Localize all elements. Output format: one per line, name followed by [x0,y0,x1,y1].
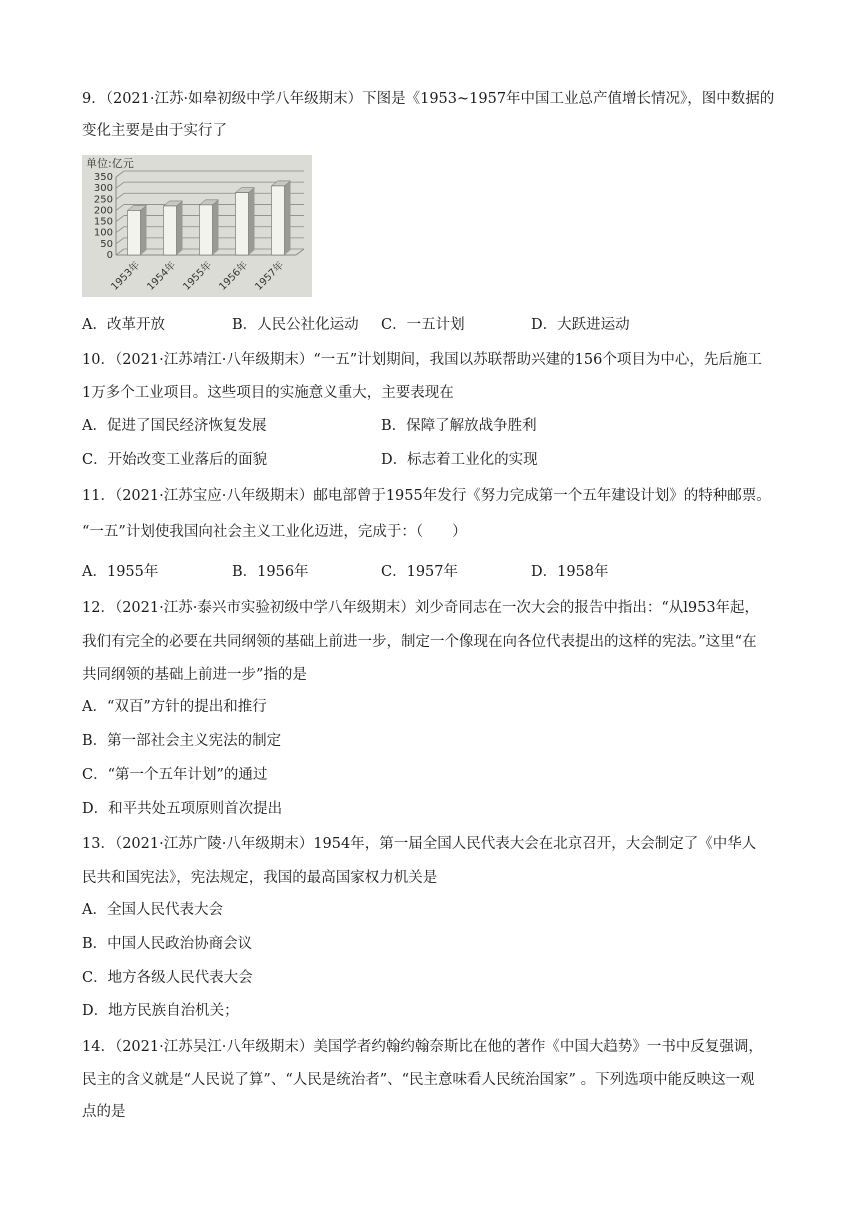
chart-gridline-depth [116,249,124,255]
chart-gridline-depth [116,227,124,233]
chart-y-tick-label: 0 [106,250,113,261]
chart-gridline-depth [116,193,124,199]
chart-gridline-depth [116,182,124,188]
chart-y-tick-label: 250 [93,194,113,206]
q10-option-c[interactable]: C．开始改变工业落后的面貌 [82,452,268,468]
q13-option-b[interactable]: B．中国人民政治协商会议 [82,936,253,952]
q10-option-a[interactable]: A．促进了国民经济恢复发展 [82,418,267,434]
q11-option-d[interactable]: D．1958年 [531,564,609,580]
q9-option-a[interactable]: A．改革开放 [82,317,165,333]
chart-bar-side [249,188,255,255]
q9-option-d[interactable]: D．大跃进运动 [531,317,630,333]
chart-y-tick-label: 100 [93,227,113,239]
chart-y-tick-label: 50 [100,238,113,250]
q9-option-c[interactable]: C．一五计划 [381,317,465,333]
chart-bar [164,206,177,255]
q10-stem-line2: 1万多个工业项目。这些项目的实施意义重大，主要表现在 [82,385,454,401]
q9-option-b[interactable]: B．人民公社化运动 [232,317,359,333]
chart-unit-label: 单位:亿元 [86,157,134,170]
chart-bar [236,193,249,255]
chart-gridline-depth [116,171,124,177]
q10-option-d[interactable]: D．标志着工业化的实现 [381,452,538,468]
q12-stem-line2: 我们有完全的必要在共同纲领的基础上前进一步，制定一个像现在向各位代表提出的这样的宪法。”这里“在 [82,634,757,650]
q12-stem-line1: 12．（2021·江苏·泰兴市实验初级中学八年级期末）刘少奇同志在一次大会的报告中指出：“从l953年起， [82,600,760,616]
chart-svg [82,155,312,297]
q14-stem-line1: 14．（2021·江苏吴江·八年级期末）美国学者约翰约翰奈斯比在他的著作《中国大趋势》一书中反复强调， [82,1039,763,1055]
q11-option-c[interactable]: C．1957年 [381,564,458,580]
chart-y-tick-label: 350 [93,172,113,183]
chart-x-tick-label: 1953年 [109,259,143,293]
q10-option-b[interactable]: B．保障了解放战争胜利 [381,418,537,434]
q9-stem-line2: 变化主要是由于实行了 [82,123,227,139]
chart-bar-side [177,201,183,255]
q13-stem-line2: 民共和国宪法》，宪法规定，我国的最高国家权力机关是 [82,870,438,886]
chart-gridline-depth [116,238,124,244]
q11-option-a[interactable]: A．1955年 [82,564,159,580]
chart-x-tick-label: 1955年 [181,259,215,293]
q12-stem-line3: 共同纲领的基础上前进一步”指的是 [82,667,307,683]
q11-stem-line1: 11．（2021·江苏宝应·八年级期末）邮电部曾于1955年发行《努力完成第一个五年建设计划》的特种邮票。 [82,488,771,504]
chart-bar-side [285,181,291,255]
chart-bar [272,186,285,255]
q13-stem-line1: 13．（2021·江苏广陵·八年级期末）1954年，第一届全国人民代表大会在北京召开，大会制定了《中华人 [82,836,757,852]
chart-y-tick-label: 200 [93,205,113,217]
q12-option-c[interactable]: C．“第一个五年计划”的通过 [82,767,268,783]
chart-bar [128,210,141,255]
chart-bar [200,205,213,255]
chart-x-axis-depth [296,249,304,255]
q13-option-d[interactable]: D．地方民族自治机关； [82,1003,239,1019]
q12-option-b[interactable]: B．第一部社会主义宪法的制定 [82,733,282,749]
chart-x-tick-label: 1956年 [217,259,251,293]
chart-gridline-depth [116,204,124,210]
q13-option-c[interactable]: C．地方各级人民代表大会 [82,970,253,986]
chart-bar-side [141,205,147,255]
q12-option-a[interactable]: A．“双百”方针的提出和推行 [82,699,267,715]
chart-gridline-depth [116,216,124,222]
q14-stem-line2: 民主的含义就是“人民说了算”、“人民是统治者”、“民主意味看人民统治国家” 。下列选项中能反映这一观 [82,1072,755,1088]
q9-stem-line1: 9．（2021·江苏·如皋初级中学八年级期末）下图是《1953~1957年中国工业总产值增长情况》，图中数据的 [82,91,775,107]
q13-option-a[interactable]: A．全国人民代表大会 [82,902,223,918]
q11-option-b[interactable]: B．1956年 [232,564,309,580]
chart-x-tick-label: 1954年 [145,259,179,293]
q9-bar-chart [82,155,312,297]
q10-stem-line1: 10．（2021·江苏靖江·八年级期末）“一五”计划期间，我国以苏联帮助兴建的156个项目为中心，先后施工 [82,352,762,368]
q12-option-d[interactable]: D．和平共处五项原则首次提出 [82,801,283,817]
chart-x-tick-label: 1957年 [253,259,287,293]
chart-y-tick-label: 300 [93,183,113,195]
chart-bar-side [213,200,219,255]
chart-y-tick-label: 150 [93,216,113,228]
q14-stem-line3: 点的是 [82,1104,126,1120]
q11-stem-line2: “一五”计划使我国向社会主义工业化迈进，完成于：（ ） [82,524,467,540]
